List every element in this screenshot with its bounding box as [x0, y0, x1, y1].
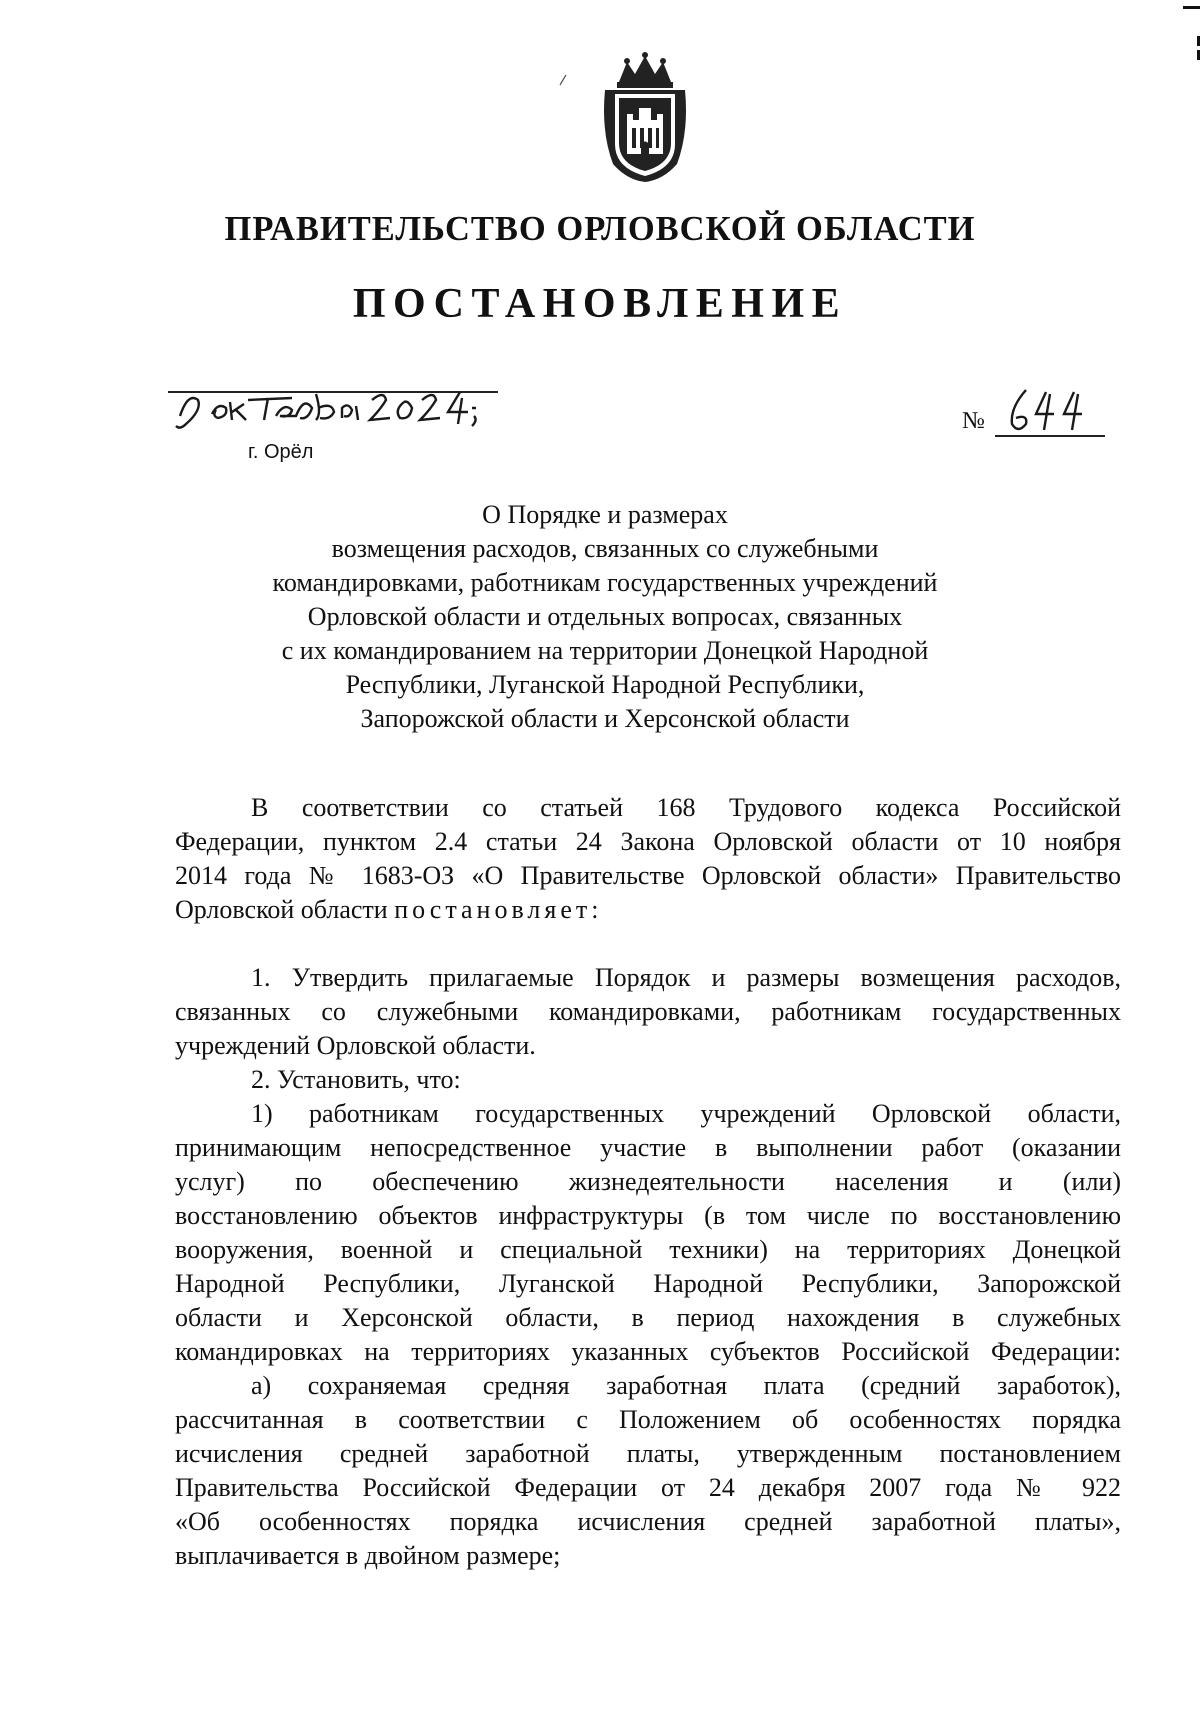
text-line: Народной Республики, Луганской Народной Республики, Запорожской — [175, 1269, 1121, 1298]
document-body — [175, 791, 1121, 1573]
text-line: вооружения, военной и специальной техники) на территориях Донецкой — [175, 1235, 1121, 1264]
subject-line: О Порядке и размерах — [482, 500, 728, 529]
stray-pen-mark — [558, 74, 568, 86]
scan-edge-mark — [1183, 0, 1200, 60]
government-title: ПРАВИТЕЛЬСТВО ОРЛОВСКОЙ ОБЛАСТИ — [224, 210, 976, 248]
text-line: командировках на территориях указанных субъектов Российской Федерации: — [175, 1337, 1121, 1366]
subject-line: с их командированием на территории Донецкой Народной — [281, 636, 929, 665]
subject-line: возмещения расходов, связанных со служебными — [331, 534, 879, 563]
coat-of-arms-emblem — [597, 52, 693, 184]
subject-line: Республики, Луганской Народной Республики, — [345, 670, 865, 699]
subject-line: командировками, работникам государственных учреждений — [272, 568, 938, 597]
handwritten-number — [1000, 384, 1110, 436]
item-2-paragraph — [175, 1063, 1121, 1097]
text-line: В соответствии со статьей 168 Трудового кодекса Российской — [251, 793, 1121, 822]
preamble-prefix: Орловской области — [175, 895, 388, 924]
text-line: Правительства Российской Федерации от 24 декабря 2007 года № 922 — [175, 1473, 1121, 1502]
document-type-heading: ПОСТАНОВЛЕНИЕ — [352, 281, 848, 327]
text-line: исчисления средней заработной платы, утвержденным постановлением — [175, 1439, 1121, 1468]
text-line: 1. Утвердить прилагаемые Порядок и размеры возмещения расходов, — [251, 963, 1121, 992]
handwritten-date-signature — [172, 386, 502, 436]
paragraph-gap — [175, 927, 1121, 961]
subitem-1-paragraph — [175, 1097, 1121, 1369]
text-line — [175, 893, 1121, 927]
subject-line: Орловской области и отдельных вопросах, связанных — [307, 602, 903, 631]
text-line: выплачивается в двойном размере; — [175, 1541, 561, 1570]
subject-line: Запорожской области и Херсонской области — [360, 704, 850, 733]
text-line: принимающим непосредственное участие в выполнении работ (оказании — [175, 1133, 1121, 1162]
document-subject — [180, 498, 1030, 736]
preamble-paragraph — [175, 791, 1121, 927]
text-line: 1) работникам государственных учреждений Орловской области, — [251, 1099, 1121, 1128]
text-line: Федерации, пунктом 2.4 статьи 24 Закона Орловской области от 10 ноября — [175, 827, 1121, 856]
text-line: восстановлению объектов инфраструктуры (в том числе по восстановлению — [175, 1201, 1121, 1230]
text-line: 2014 года № 1683-ОЗ «О Правительстве Орловской области» Правительство — [175, 861, 1121, 890]
number-label: № — [962, 408, 985, 434]
text-line: связанных со служебными командировками, работникам государственных — [175, 997, 1121, 1026]
text-line: учреждений Орловской области. — [175, 1031, 536, 1060]
text-line: области и Херсонской области, в период нахождения в служебных — [175, 1303, 1121, 1332]
item-2-heading: 2. Установить, что: — [251, 1065, 461, 1094]
resolves-word: постановляет: — [394, 895, 603, 924]
text-line: «Об особенностях порядка исчисления средней заработной платы», — [175, 1507, 1121, 1536]
subitem-a-paragraph — [175, 1369, 1121, 1573]
text-line: а) сохраняемая средняя заработная плата (средний заработок), — [251, 1371, 1121, 1400]
text-line: рассчитанная в соответствии с Положением об особенностях порядка — [175, 1405, 1121, 1434]
place-of-issue: г. Орёл — [248, 441, 314, 463]
text-line: услуг) по обеспечению жизнедеятельности населения и (или) — [175, 1167, 1121, 1196]
item-1-paragraph — [175, 961, 1121, 1063]
